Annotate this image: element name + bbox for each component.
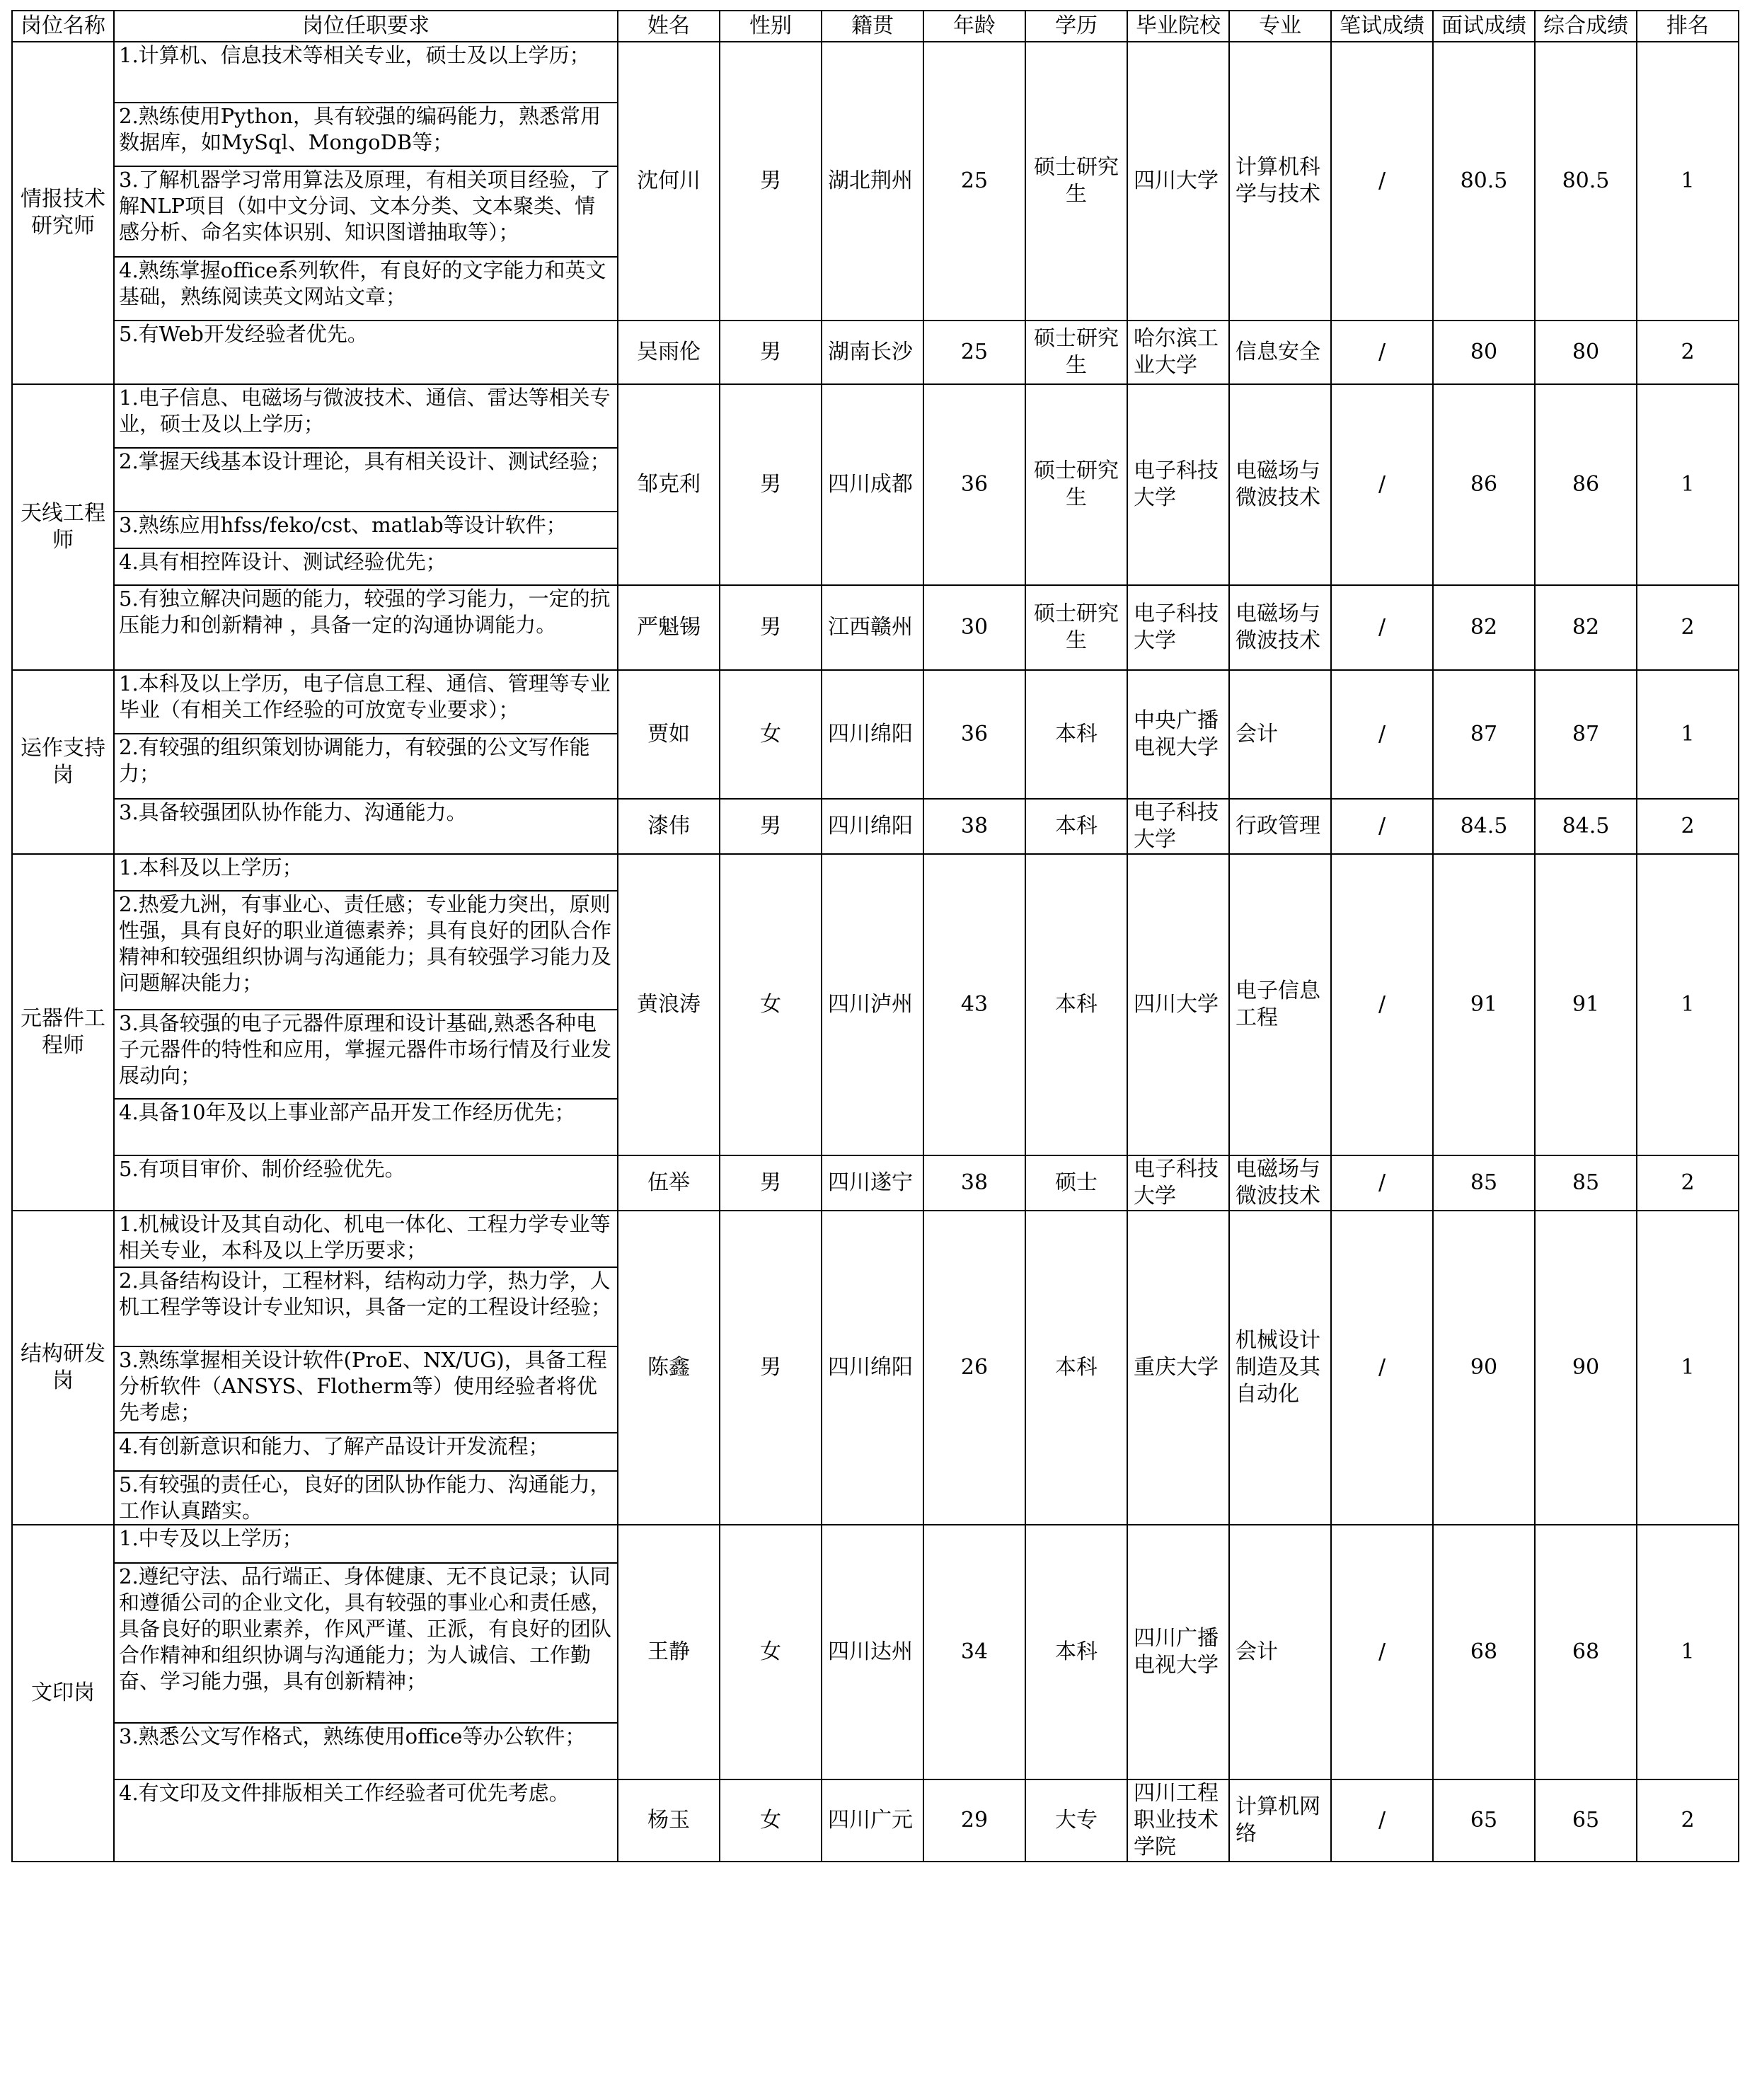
written-score: / xyxy=(1331,321,1433,384)
header-requirements: 岗位任职要求 xyxy=(114,11,618,42)
header-written-score: 笔试成绩 xyxy=(1331,11,1433,42)
candidate-school: 哈尔滨工业大学 xyxy=(1127,321,1229,384)
candidate-age: 43 xyxy=(923,854,1025,1155)
candidate-school: 四川广播电视大学 xyxy=(1127,1525,1229,1779)
candidate-school: 电子科技大学 xyxy=(1127,384,1229,585)
requirement-item: 3.具备较强的电子元器件原理和设计基础,熟悉各种电子元器件的特性和应用，掌握元器件市场行情及行业发展动向； xyxy=(114,1010,618,1099)
candidate-gender: 男 xyxy=(720,1211,822,1525)
header-interview-score: 面试成绩 xyxy=(1433,11,1535,42)
total-score: 80.5 xyxy=(1535,42,1637,321)
requirement-item: 2.具备结构设计，工程材料，结构动力学，热力学，人机工程学等设计专业知识，具备一定的工程设计经验； xyxy=(114,1267,618,1346)
requirement-item: 1.电子信息、电磁场与微波技术、通信、雷达等相关专业，硕士及以上学历； xyxy=(114,384,618,448)
candidate-education: 硕士研究生 xyxy=(1025,321,1127,384)
requirement-item: 3.了解机器学习常用算法及原理，有相关项目经验，了解NLP项目（如中文分词、文本分类、文本聚类、情感分析、命名实体识别、知识图谱抽取等）； xyxy=(114,166,618,257)
total-score: 90 xyxy=(1535,1211,1637,1525)
header-name: 姓名 xyxy=(618,11,720,42)
table-row xyxy=(12,585,1739,670)
candidate-gender: 女 xyxy=(720,854,822,1155)
requirement-item: 1.本科及以上学历，电子信息工程、通信、管理等专业毕业（有相关工作经验的可放宽专业要求）； xyxy=(114,670,618,734)
candidate-school: 电子科技大学 xyxy=(1127,585,1229,670)
candidate-name: 吴雨伦 xyxy=(618,321,720,384)
header-post: 岗位名称 xyxy=(12,11,114,42)
candidate-school: 中央广播电视大学 xyxy=(1127,670,1229,799)
requirement-item: 2.遵纪守法、品行端正、身体健康、无不良记录；认同和遵循公司的企业文化，具有较强的事业心和责任感，具备良好的职业素养，作风严谨、正派，有良好的团队合作精神和组织协调与沟通能力；为人诚信、工作勤奋、学习能力强，具有创新精神； xyxy=(114,1563,618,1723)
candidate-origin: 四川广元 xyxy=(822,1779,923,1862)
written-score: / xyxy=(1331,384,1433,585)
requirement-item: 1.中专及以上学历； xyxy=(114,1525,618,1563)
written-score: / xyxy=(1331,799,1433,854)
table-row xyxy=(12,42,1739,103)
written-score: / xyxy=(1331,1211,1433,1525)
candidate-major: 电磁场与微波技术 xyxy=(1229,585,1331,670)
candidate-origin: 四川绵阳 xyxy=(822,799,923,854)
rank: 1 xyxy=(1637,384,1739,585)
results-table xyxy=(11,10,1739,1862)
total-score: 80 xyxy=(1535,321,1637,384)
header-origin: 籍贯 xyxy=(822,11,923,42)
requirement-item: 5.有较强的责任心，良好的团队协作能力、沟通能力，工作认真踏实。 xyxy=(114,1471,618,1525)
total-score: 84.5 xyxy=(1535,799,1637,854)
rank: 2 xyxy=(1637,1779,1739,1862)
rank: 2 xyxy=(1637,799,1739,854)
candidate-age: 38 xyxy=(923,799,1025,854)
header-education: 学历 xyxy=(1025,11,1127,42)
post-name: 运作支持岗 xyxy=(12,670,114,854)
header-total-score: 综合成绩 xyxy=(1535,11,1637,42)
candidate-education: 硕士 xyxy=(1025,1155,1127,1211)
requirement-item: 5.有项目审价、制价经验优先。 xyxy=(114,1155,618,1211)
table-row xyxy=(12,670,1739,734)
candidate-major: 机械设计制造及其自动化 xyxy=(1229,1211,1331,1525)
requirement-item: 2.热爱九洲，有事业心、责任感；专业能力突出，原则性强，具有良好的职业道德素养；具有良好的团队合作精神和较强组织协调与沟通能力；具有较强学习能力及问题解决能力； xyxy=(114,891,618,1010)
candidate-name: 漆伟 xyxy=(618,799,720,854)
candidate-origin: 四川成都 xyxy=(822,384,923,585)
candidate-gender: 男 xyxy=(720,384,822,585)
table-row xyxy=(12,384,1739,448)
candidate-major: 电磁场与微波技术 xyxy=(1229,384,1331,585)
table-row xyxy=(12,321,1739,384)
candidate-education: 硕士研究生 xyxy=(1025,42,1127,321)
table-row xyxy=(12,854,1739,891)
requirement-item: 4.具备10年及以上事业部产品开发工作经历优先； xyxy=(114,1099,618,1155)
candidate-school: 四川大学 xyxy=(1127,854,1229,1155)
candidate-gender: 男 xyxy=(720,321,822,384)
candidate-school: 电子科技大学 xyxy=(1127,1155,1229,1211)
candidate-education: 硕士研究生 xyxy=(1025,384,1127,585)
interview-score: 91 xyxy=(1433,854,1535,1155)
post-name: 情报技术研究师 xyxy=(12,42,114,384)
candidate-name: 邹克利 xyxy=(618,384,720,585)
table-row xyxy=(12,1211,1739,1267)
recruitment-results-sheet xyxy=(11,10,1739,1862)
interview-score: 65 xyxy=(1433,1779,1535,1862)
requirement-item: 5.有独立解决问题的能力，较强的学习能力，一定的抗压能力和创新精神 ，具备一定的沟通协调能力。 xyxy=(114,585,618,670)
candidate-education: 本科 xyxy=(1025,1211,1127,1525)
candidate-age: 29 xyxy=(923,1779,1025,1862)
candidate-education: 本科 xyxy=(1025,1525,1127,1779)
candidate-school: 电子科技大学 xyxy=(1127,799,1229,854)
interview-score: 90 xyxy=(1433,1211,1535,1525)
total-score: 85 xyxy=(1535,1155,1637,1211)
candidate-origin: 湖南长沙 xyxy=(822,321,923,384)
table-row xyxy=(12,1525,1739,1563)
total-score: 86 xyxy=(1535,384,1637,585)
total-score: 68 xyxy=(1535,1525,1637,1779)
post-name: 结构研发岗 xyxy=(12,1211,114,1525)
interview-score: 80 xyxy=(1433,321,1535,384)
interview-score: 87 xyxy=(1433,670,1535,799)
requirement-item: 4.具有相控阵设计、测试经验优先； xyxy=(114,548,618,585)
requirement-item: 2.掌握天线基本设计理论，具有相关设计、测试经验； xyxy=(114,448,618,512)
written-score: / xyxy=(1331,585,1433,670)
requirement-item: 2.熟练使用Python，具有较强的编码能力，熟悉常用数据库，如MySql、MongoDB等； xyxy=(114,103,618,166)
header-major: 专业 xyxy=(1229,11,1331,42)
candidate-name: 黄浪涛 xyxy=(618,854,720,1155)
written-score: / xyxy=(1331,1525,1433,1779)
rank: 2 xyxy=(1637,1155,1739,1211)
post-name: 文印岗 xyxy=(12,1525,114,1862)
total-score: 87 xyxy=(1535,670,1637,799)
header-rank: 排名 xyxy=(1637,11,1739,42)
candidate-origin: 湖北荆州 xyxy=(822,42,923,321)
interview-score: 68 xyxy=(1433,1525,1535,1779)
written-score: / xyxy=(1331,854,1433,1155)
candidate-major: 电子信息工程 xyxy=(1229,854,1331,1155)
candidate-school: 重庆大学 xyxy=(1127,1211,1229,1525)
candidate-origin: 四川绵阳 xyxy=(822,1211,923,1525)
rank: 1 xyxy=(1637,670,1739,799)
written-score: / xyxy=(1331,42,1433,321)
candidate-name: 严魁锡 xyxy=(618,585,720,670)
candidate-age: 38 xyxy=(923,1155,1025,1211)
candidate-name: 贾如 xyxy=(618,670,720,799)
requirement-item: 4.有创新意识和能力、了解产品设计开发流程； xyxy=(114,1433,618,1471)
requirement-item: 3.熟练应用hfss/feko/cst、matlab等设计软件； xyxy=(114,512,618,548)
interview-score: 86 xyxy=(1433,384,1535,585)
candidate-gender: 男 xyxy=(720,1155,822,1211)
header-gender: 性别 xyxy=(720,11,822,42)
candidate-major: 电磁场与微波技术 xyxy=(1229,1155,1331,1211)
candidate-education: 本科 xyxy=(1025,670,1127,799)
requirement-item: 3.熟悉公文写作格式，熟练使用office等办公软件； xyxy=(114,1723,618,1779)
candidate-gender: 男 xyxy=(720,799,822,854)
candidate-major: 行政管理 xyxy=(1229,799,1331,854)
candidate-age: 25 xyxy=(923,321,1025,384)
requirement-item: 1.机械设计及其自动化、机电一体化、工程力学专业等相关专业，本科及以上学历要求； xyxy=(114,1211,618,1267)
candidate-gender: 女 xyxy=(720,670,822,799)
interview-score: 84.5 xyxy=(1433,799,1535,854)
header-row xyxy=(12,11,1739,42)
requirement-item: 4.有文印及文件排版相关工作经验者可优先考虑。 xyxy=(114,1779,618,1862)
candidate-origin: 四川泸州 xyxy=(822,854,923,1155)
candidate-major: 计算机网络 xyxy=(1229,1779,1331,1862)
candidate-name: 陈鑫 xyxy=(618,1211,720,1525)
candidate-major: 计算机科学与技术 xyxy=(1229,42,1331,321)
total-score: 82 xyxy=(1535,585,1637,670)
requirement-item: 4.熟练掌握office系列软件，有良好的文字能力和英文基础，熟练阅读英文网站文章； xyxy=(114,257,618,321)
requirement-item: 1.计算机、信息技术等相关专业，硕士及以上学历； xyxy=(114,42,618,103)
candidate-origin: 江西赣州 xyxy=(822,585,923,670)
candidate-education: 大专 xyxy=(1025,1779,1127,1862)
candidate-education: 本科 xyxy=(1025,854,1127,1155)
rank: 1 xyxy=(1637,854,1739,1155)
post-name: 天线工程师 xyxy=(12,384,114,670)
interview-score: 82 xyxy=(1433,585,1535,670)
written-score: / xyxy=(1331,1155,1433,1211)
requirement-item: 3.具备较强团队协作能力、沟通能力。 xyxy=(114,799,618,854)
written-score: / xyxy=(1331,1779,1433,1862)
total-score: 65 xyxy=(1535,1779,1637,1862)
table-row xyxy=(12,1779,1739,1862)
rank: 2 xyxy=(1637,585,1739,670)
interview-score: 80.5 xyxy=(1433,42,1535,321)
rank: 1 xyxy=(1637,42,1739,321)
candidate-name: 杨玉 xyxy=(618,1779,720,1862)
header-school: 毕业院校 xyxy=(1127,11,1229,42)
post-name: 元器件工程师 xyxy=(12,854,114,1211)
candidate-education: 硕士研究生 xyxy=(1025,585,1127,670)
candidate-age: 34 xyxy=(923,1525,1025,1779)
header-age: 年龄 xyxy=(923,11,1025,42)
candidate-major: 会计 xyxy=(1229,1525,1331,1779)
rank: 1 xyxy=(1637,1211,1739,1525)
candidate-origin: 四川绵阳 xyxy=(822,670,923,799)
candidate-age: 25 xyxy=(923,42,1025,321)
candidate-origin: 四川达州 xyxy=(822,1525,923,1779)
requirement-item: 5.有Web开发经验者优先。 xyxy=(114,321,618,384)
total-score: 91 xyxy=(1535,854,1637,1155)
table-row xyxy=(12,1155,1739,1211)
candidate-origin: 四川遂宁 xyxy=(822,1155,923,1211)
candidate-school: 四川大学 xyxy=(1127,42,1229,321)
candidate-name: 王静 xyxy=(618,1525,720,1779)
candidate-school: 四川工程职业技术学院 xyxy=(1127,1779,1229,1862)
candidate-age: 26 xyxy=(923,1211,1025,1525)
requirement-item: 1.本科及以上学历； xyxy=(114,854,618,891)
candidate-name: 沈何川 xyxy=(618,42,720,321)
candidate-education: 本科 xyxy=(1025,799,1127,854)
candidate-name: 伍举 xyxy=(618,1155,720,1211)
requirement-item: 3.熟练掌握相关设计软件(ProE、NX/UG)，具备工程分析软件（ANSYS、Flotherm等）使用经验者将优先考虑； xyxy=(114,1346,618,1433)
candidate-gender: 男 xyxy=(720,585,822,670)
interview-score: 85 xyxy=(1433,1155,1535,1211)
candidate-major: 会计 xyxy=(1229,670,1331,799)
written-score: / xyxy=(1331,670,1433,799)
requirement-item: 2.有较强的组织策划协调能力，有较强的公文写作能力； xyxy=(114,734,618,799)
rank: 2 xyxy=(1637,321,1739,384)
candidate-gender: 女 xyxy=(720,1779,822,1862)
candidate-major: 信息安全 xyxy=(1229,321,1331,384)
candidate-gender: 男 xyxy=(720,42,822,321)
candidate-age: 30 xyxy=(923,585,1025,670)
candidate-age: 36 xyxy=(923,384,1025,585)
candidate-gender: 女 xyxy=(720,1525,822,1779)
candidate-age: 36 xyxy=(923,670,1025,799)
table-row xyxy=(12,799,1739,854)
rank: 1 xyxy=(1637,1525,1739,1779)
